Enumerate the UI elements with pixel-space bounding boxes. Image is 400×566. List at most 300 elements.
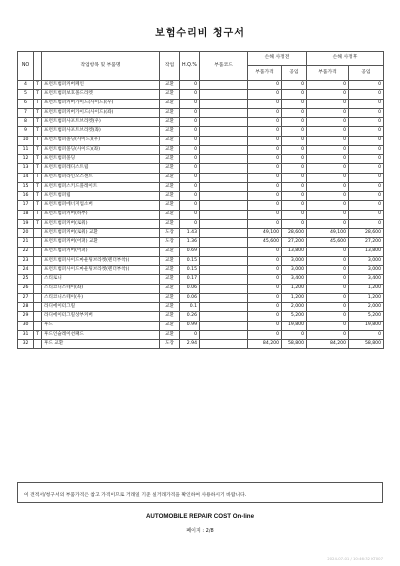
row-after-labor: 28,600: [349, 229, 384, 238]
table-row: [18, 219, 384, 228]
table-row: [18, 201, 384, 210]
row-no: 23: [18, 256, 34, 265]
row-before-parts-price: 0: [248, 173, 282, 182]
row-item-name: 프런트범퍼립: [42, 192, 160, 201]
row-gubun: T: [34, 192, 42, 201]
row-hq: 0: [180, 192, 200, 201]
page-number: 페이지 : 2/8: [186, 528, 214, 534]
table-row: [18, 284, 384, 293]
row-before-parts-price: 0: [248, 266, 282, 275]
row-before-parts-price: 0: [248, 247, 282, 256]
row-before-parts-price: 0: [248, 127, 282, 136]
row-after-labor: 1,200: [349, 293, 384, 302]
row-before-labor: 28,600: [282, 229, 307, 238]
row-no: 6: [18, 99, 34, 108]
row-after-parts-price: 0: [307, 219, 349, 228]
row-hq: 1.36: [180, 238, 200, 247]
row-before-parts-price: 0: [248, 99, 282, 108]
row-after-labor: 3,400: [349, 275, 384, 284]
row-after-parts-price: 45,600: [307, 238, 349, 247]
row-part-code: [200, 127, 248, 136]
row-work-type: 교환: [160, 81, 180, 90]
row-before-parts-price: 0: [248, 155, 282, 164]
row-after-parts-price: 0: [307, 256, 349, 265]
row-before-parts-price: 0: [248, 303, 282, 312]
row-no: 30: [18, 321, 34, 330]
row-before-labor: 0: [282, 192, 307, 201]
row-after-labor: 0: [349, 330, 384, 339]
row-work-type: 교환: [160, 266, 180, 275]
row-part-code: [200, 173, 248, 182]
row-after-parts-price: 0: [307, 247, 349, 256]
row-before-labor: 0: [282, 173, 307, 182]
row-no: 22: [18, 247, 34, 256]
row-work-type: 교환: [160, 173, 180, 182]
table-row: [18, 321, 384, 330]
row-hq: 0: [180, 108, 200, 117]
row-gubun: T: [34, 173, 42, 182]
table-row: [18, 164, 384, 173]
row-before-parts-price: 0: [248, 192, 282, 201]
header-work: 작업: [160, 52, 180, 81]
row-after-labor: 0: [349, 164, 384, 173]
row-part-code: [200, 275, 248, 284]
row-before-labor: 0: [282, 201, 307, 210]
row-before-labor: 0: [282, 330, 307, 339]
row-part-code: [200, 247, 248, 256]
row-part-code: [200, 293, 248, 302]
row-work-type: 교환: [160, 155, 180, 164]
row-after-labor: 0: [349, 210, 384, 219]
row-before-parts-price: 0: [248, 164, 282, 173]
row-gubun: T: [34, 108, 42, 117]
row-before-labor: 0: [282, 127, 307, 136]
row-gubun: [34, 312, 42, 321]
row-after-parts-price: 49,100: [307, 229, 349, 238]
row-part-code: [200, 229, 248, 238]
row-before-parts-price: 45,600: [248, 238, 282, 247]
table-row: [18, 90, 384, 99]
row-part-code: [200, 136, 248, 145]
row-no: 9: [18, 127, 34, 136]
row-item-name: 프런트범퍼커버(로워) 교환: [42, 229, 160, 238]
row-part-code: [200, 219, 248, 228]
row-gubun: [34, 266, 42, 275]
header-before-labor: 공임: [282, 66, 307, 81]
table-body: [18, 81, 384, 349]
row-after-parts-price: 0: [307, 275, 349, 284]
row-item-name: 프런트범퍼몰딩(사이드)(좌): [42, 145, 160, 154]
row-hq: 0.99: [180, 321, 200, 330]
row-gubun: T: [34, 118, 42, 127]
row-no: 16: [18, 192, 34, 201]
row-after-parts-price: 0: [307, 330, 349, 339]
row-part-code: [200, 192, 248, 201]
header-gubun: [34, 52, 42, 81]
row-before-labor: 13,800: [282, 247, 307, 256]
row-after-labor: 0: [349, 81, 384, 90]
row-part-code: [200, 340, 248, 349]
row-no: 19: [18, 219, 34, 228]
table-header: [18, 52, 384, 81]
row-part-code: [200, 256, 248, 265]
row-gubun: T: [34, 155, 42, 164]
row-before-labor: 19,800: [282, 321, 307, 330]
row-hq: 0.26: [180, 312, 200, 321]
row-no: 28: [18, 303, 34, 312]
row-hq: 0: [180, 330, 200, 339]
price-notice: 이 견적서/청구서의 부품가격은 참고 가격이므로 거래일 기준 실거래가격을 확인하여 사용하시기 바랍니다.: [17, 482, 383, 503]
row-work-type: 교환: [160, 145, 180, 154]
row-work-type: 교환: [160, 182, 180, 191]
row-work-type: 교환: [160, 118, 180, 127]
row-after-labor: 19,800: [349, 321, 384, 330]
row-gubun: T: [34, 136, 42, 145]
row-after-parts-price: 0: [307, 90, 349, 99]
row-part-code: [200, 90, 248, 99]
row-before-labor: 0: [282, 118, 307, 127]
row-no: 21: [18, 238, 34, 247]
row-hq: 0: [180, 118, 200, 127]
row-part-code: [200, 145, 248, 154]
row-no: 7: [18, 108, 34, 117]
row-work-type: 교환: [160, 210, 180, 219]
row-after-parts-price: 0: [307, 321, 349, 330]
row-no: 10: [18, 136, 34, 145]
row-item-name: 후드인슐레이션패드: [42, 330, 160, 339]
row-no: 4: [18, 81, 34, 90]
row-after-parts-price: 0: [307, 81, 349, 90]
row-part-code: [200, 321, 248, 330]
row-no: 26: [18, 284, 34, 293]
row-part-code: [200, 182, 248, 191]
table-row: [18, 192, 384, 201]
row-before-labor: 0: [282, 155, 307, 164]
row-part-code: [200, 201, 248, 210]
row-gubun: T: [34, 81, 42, 90]
table-row: [18, 330, 384, 339]
row-before-labor: 0: [282, 99, 307, 108]
row-hq: 2.94: [180, 340, 200, 349]
row-work-type: 교환: [160, 90, 180, 99]
row-before-parts-price: 0: [248, 312, 282, 321]
row-gubun: [34, 247, 42, 256]
row-item-name: 프런트범퍼라인오스센트: [42, 173, 160, 182]
table-row: [18, 210, 384, 219]
row-after-labor: 5,200: [349, 312, 384, 321]
row-after-labor: 3,000: [349, 256, 384, 265]
table-row: [18, 275, 384, 284]
row-item-name: 프런트범퍼몰딩: [42, 155, 160, 164]
table-row: [18, 182, 384, 191]
header-item-name: 작업항목 및 부품명: [42, 52, 160, 81]
row-no: 14: [18, 173, 34, 182]
row-gubun: [34, 293, 42, 302]
row-hq: 0: [180, 90, 200, 99]
row-part-code: [200, 164, 248, 173]
row-after-parts-price: 0: [307, 312, 349, 321]
row-item-name: 프런트범퍼사이드마운팅브라켓(펜더부착)(: [42, 256, 160, 265]
table-row: [18, 312, 384, 321]
row-no: 29: [18, 312, 34, 321]
row-item-name: 스티코니스테이(좌): [42, 284, 160, 293]
row-hq: 1.43: [180, 229, 200, 238]
row-work-type: 교환: [160, 247, 180, 256]
table-row: [18, 99, 384, 108]
row-before-labor: 0: [282, 210, 307, 219]
header-hq: H.Q.%: [180, 52, 200, 81]
row-item-name: 프런트범퍼커버페인: [42, 81, 160, 90]
row-after-labor: 2,000: [349, 303, 384, 312]
row-item-name: 프런트범퍼에너지업소버: [42, 201, 160, 210]
row-no: 15: [18, 182, 34, 191]
row-work-type: 교환: [160, 127, 180, 136]
row-work-type: 교환: [160, 330, 180, 339]
row-gubun: T: [34, 127, 42, 136]
table-row: [18, 118, 384, 127]
table-row: [18, 256, 384, 265]
row-gubun: T: [34, 210, 42, 219]
row-hq: 0.06: [180, 293, 200, 302]
row-item-name: 프런트범퍼몰딩(사이드)(우): [42, 136, 160, 145]
row-hq: 0.1: [180, 303, 200, 312]
row-before-parts-price: 0: [248, 90, 282, 99]
row-gubun: [34, 229, 42, 238]
row-before-parts-price: 0: [248, 284, 282, 293]
row-before-labor: 0: [282, 136, 307, 145]
row-after-labor: 0: [349, 145, 384, 154]
row-after-parts-price: 0: [307, 201, 349, 210]
row-gubun: [34, 340, 42, 349]
header-no: NO: [18, 52, 34, 81]
header-after-parts-price: 부품가격: [307, 66, 349, 81]
row-before-parts-price: 0: [248, 118, 282, 127]
row-hq: 0.06: [180, 284, 200, 293]
row-item-name: 프런트범퍼커버가이드(사이드)(우): [42, 99, 160, 108]
row-gubun: [34, 303, 42, 312]
row-hq: 0.17: [180, 275, 200, 284]
table-row: [18, 247, 384, 256]
table-row: [18, 229, 384, 238]
row-before-labor: 0: [282, 81, 307, 90]
row-hq: 0: [180, 182, 200, 191]
row-before-parts-price: 84,200: [248, 340, 282, 349]
row-after-parts-price: 0: [307, 127, 349, 136]
row-before-parts-price: 0: [248, 256, 282, 265]
footer-title: AUTOMOBILE REPAIR COST On-line: [145, 513, 255, 520]
row-gubun: [34, 321, 42, 330]
row-work-type: 교환: [160, 275, 180, 284]
row-item-name: 프런트범퍼커버(하부): [42, 210, 160, 219]
row-before-parts-price: 0: [248, 321, 282, 330]
row-item-name: 프런트범퍼보호몰드라켓: [42, 90, 160, 99]
row-after-parts-price: 0: [307, 164, 349, 173]
row-after-labor: 0: [349, 90, 384, 99]
row-work-type: 교환: [160, 293, 180, 302]
row-part-code: [200, 99, 248, 108]
row-gubun: [34, 284, 42, 293]
row-after-parts-price: 0: [307, 118, 349, 127]
table-row: [18, 266, 384, 275]
row-after-labor: 0: [349, 127, 384, 136]
row-work-type: 교환: [160, 284, 180, 293]
row-item-name: 프런트범퍼사포트브라켓(좌): [42, 127, 160, 136]
row-before-parts-price: 0: [248, 201, 282, 210]
row-after-parts-price: 0: [307, 284, 349, 293]
table-row: [18, 81, 384, 90]
row-item-name: 프런트범퍼커버(어퍼) 교환: [42, 238, 160, 247]
row-no: 13: [18, 164, 34, 173]
row-after-labor: 0: [349, 219, 384, 228]
row-work-type: 도장: [160, 340, 180, 349]
row-work-type: 도장: [160, 238, 180, 247]
row-gubun: [34, 275, 42, 284]
row-item-name: 스티코니스테이(우): [42, 293, 160, 302]
row-work-type: 교환: [160, 192, 180, 201]
row-part-code: [200, 210, 248, 219]
row-hq: 0: [180, 81, 200, 90]
row-item-name: 프런트범퍼레디스트립: [42, 164, 160, 173]
row-work-type: 도장: [160, 229, 180, 238]
table-row: [18, 127, 384, 136]
row-gubun: T: [34, 99, 42, 108]
row-item-name: 프런트범퍼커버(로워): [42, 219, 160, 228]
row-hq: 0: [180, 127, 200, 136]
row-part-code: [200, 330, 248, 339]
table-row: [18, 303, 384, 312]
row-after-labor: 0: [349, 173, 384, 182]
row-work-type: 교환: [160, 136, 180, 145]
row-after-labor: 0: [349, 182, 384, 191]
row-after-labor: 0: [349, 192, 384, 201]
row-before-labor: 58,800: [282, 340, 307, 349]
row-gubun: T: [34, 164, 42, 173]
row-before-parts-price: 49,100: [248, 229, 282, 238]
header-after-labor: 공임: [349, 66, 384, 81]
row-before-labor: 1,200: [282, 293, 307, 302]
row-before-parts-price: 0: [248, 182, 282, 191]
row-before-labor: 0: [282, 145, 307, 154]
row-after-labor: 1,200: [349, 284, 384, 293]
row-after-parts-price: 0: [307, 108, 349, 117]
row-before-parts-price: 0: [248, 293, 282, 302]
row-work-type: 교환: [160, 201, 180, 210]
row-after-parts-price: 0: [307, 182, 349, 191]
row-after-labor: 0: [349, 201, 384, 210]
row-part-code: [200, 284, 248, 293]
row-no: 32: [18, 340, 34, 349]
row-item-name: 프런트범퍼커버가이드(사이드)(좌): [42, 108, 160, 117]
row-before-labor: 3,400: [282, 275, 307, 284]
row-after-parts-price: 84,200: [307, 340, 349, 349]
row-before-labor: 0: [282, 108, 307, 117]
row-gubun: T: [34, 182, 42, 191]
row-before-labor: 0: [282, 219, 307, 228]
row-after-parts-price: 0: [307, 155, 349, 164]
row-after-labor: 0: [349, 136, 384, 145]
row-after-labor: 27,200: [349, 238, 384, 247]
row-after-labor: 0: [349, 99, 384, 108]
table-row: [18, 145, 384, 154]
row-before-parts-price: 0: [248, 108, 282, 117]
row-before-labor: 1,200: [282, 284, 307, 293]
row-hq: 0: [180, 155, 200, 164]
header-before-assessment: 손해 사정전: [248, 52, 307, 66]
row-item-name: 스티로니: [42, 275, 160, 284]
row-hq: 0.15: [180, 266, 200, 275]
row-no: 31: [18, 330, 34, 339]
row-no: 27: [18, 293, 34, 302]
table-row: [18, 136, 384, 145]
row-after-parts-price: 0: [307, 210, 349, 219]
row-no: 5: [18, 90, 34, 99]
row-no: 17: [18, 201, 34, 210]
row-work-type: 교환: [160, 219, 180, 228]
row-gubun: T: [34, 330, 42, 339]
row-item-name: 라디에이터그릴: [42, 303, 160, 312]
row-before-labor: 0: [282, 90, 307, 99]
row-part-code: [200, 118, 248, 127]
row-part-code: [200, 303, 248, 312]
table-row: [18, 173, 384, 182]
row-gubun: T: [34, 145, 42, 154]
header-before-parts-price: 부품가격: [248, 66, 282, 81]
row-before-parts-price: 0: [248, 275, 282, 284]
row-after-parts-price: 0: [307, 266, 349, 275]
row-item-name: 라디에이터그릴상부커버: [42, 312, 160, 321]
print-stamp: 2024-07-01 / 10:46:32 KT007: [327, 556, 383, 561]
row-part-code: [200, 266, 248, 275]
row-gubun: [34, 256, 42, 265]
row-before-parts-price: 0: [248, 136, 282, 145]
row-no: 20: [18, 229, 34, 238]
row-no: 12: [18, 155, 34, 164]
row-after-parts-price: 0: [307, 293, 349, 302]
row-before-labor: 27,200: [282, 238, 307, 247]
row-before-parts-price: 0: [248, 81, 282, 90]
row-hq: 0: [180, 210, 200, 219]
document-title: 보험수리비 청구서: [155, 28, 245, 39]
row-work-type: 교환: [160, 99, 180, 108]
row-hq: 0: [180, 99, 200, 108]
row-before-parts-price: 0: [248, 219, 282, 228]
row-work-type: 교환: [160, 164, 180, 173]
row-part-code: [200, 81, 248, 90]
row-hq: 0: [180, 145, 200, 154]
row-no: 24: [18, 266, 34, 275]
row-gubun: T: [34, 201, 42, 210]
row-work-type: 교환: [160, 108, 180, 117]
row-after-labor: 3,000: [349, 266, 384, 275]
row-part-code: [200, 108, 248, 117]
row-after-parts-price: 0: [307, 173, 349, 182]
row-before-parts-price: 0: [248, 330, 282, 339]
row-hq: 0: [180, 201, 200, 210]
row-after-labor: 0: [349, 118, 384, 127]
row-item-name: 프런트범퍼사포트브라켓(우): [42, 118, 160, 127]
row-after-parts-price: 0: [307, 136, 349, 145]
row-work-type: 교환: [160, 312, 180, 321]
row-after-labor: 58,800: [349, 340, 384, 349]
row-item-name: 후드: [42, 321, 160, 330]
row-after-labor: 13,800: [349, 247, 384, 256]
row-before-labor: 0: [282, 164, 307, 173]
row-after-parts-price: 0: [307, 145, 349, 154]
row-before-parts-price: 0: [248, 210, 282, 219]
row-no: 25: [18, 275, 34, 284]
row-after-labor: 0: [349, 108, 384, 117]
row-part-code: [200, 238, 248, 247]
